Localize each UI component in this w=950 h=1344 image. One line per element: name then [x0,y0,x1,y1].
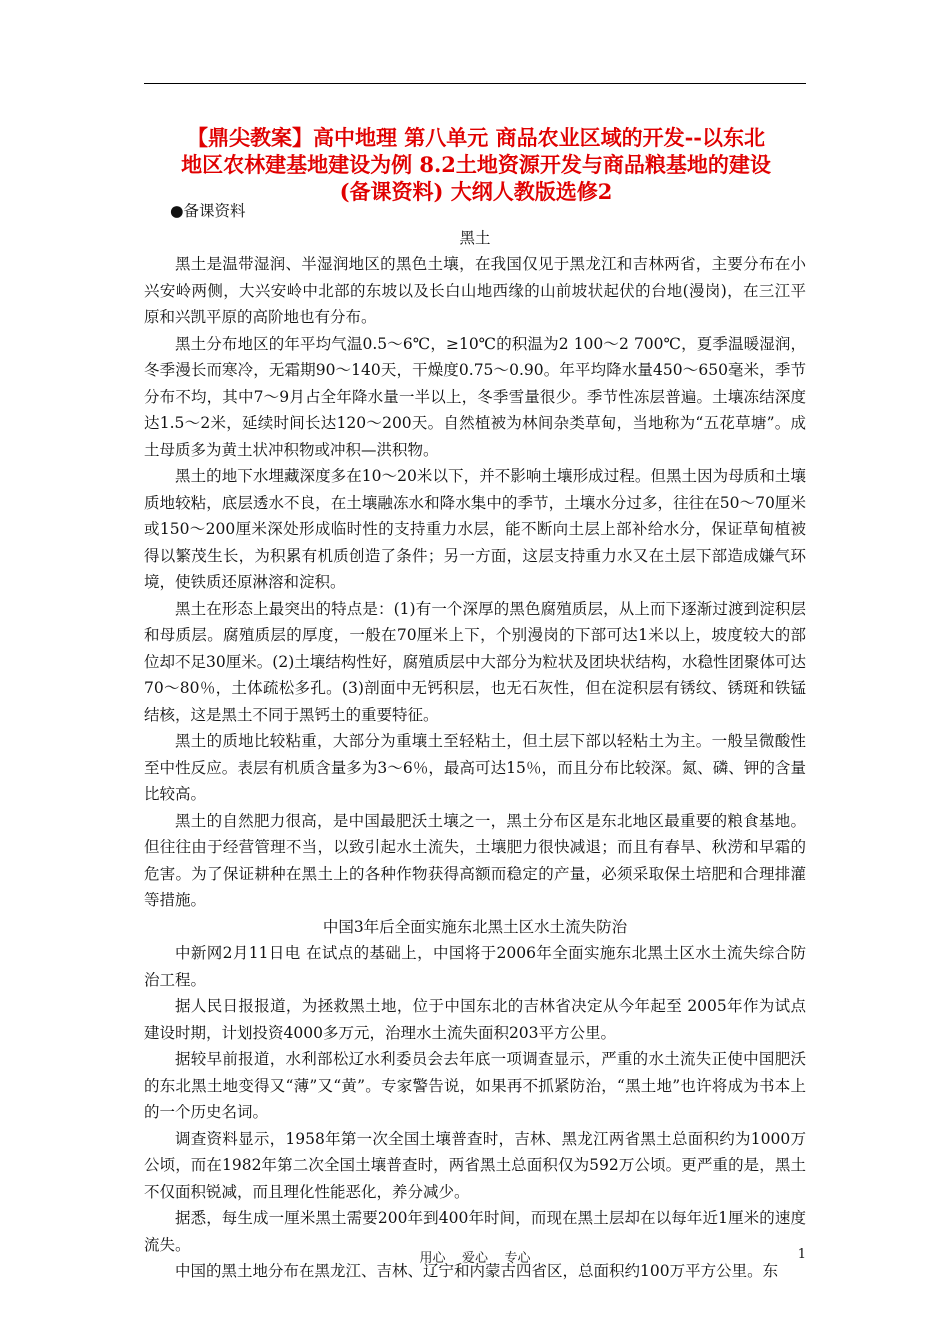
paragraph: 黑土的自然肥力很高，是中国最肥沃土壤之一，黑土分布区是东北地区最重要的粮食基地。但往往由于经营管理不当，以致引起水土流失，土壤肥力很快减退；而且有春旱、秋涝和早霜的危害。为了保证耕种在黑土上的各种作物获得高额而稳定的产量，必须采取保土培肥和合理排灌等措施。 [144,811,806,909]
paragraph: 黑土的地下水埋藏深度多在10～20米以下，并不影响土壤形成过程。但黑土因为母质和土壤质地较粘，底层透水不良，在土壤融冻水和降水集中的季节，土壤水分过多，往往在50～70厘米或150～200厘米深处形成临时性的支持重力水层，能不断向土层上部补给水分，保证草甸植被得以繁茂生长，为积累有机质创造了条件；另一方面，这层支持重力水又在土层下部造成嫌气环境，使铁质还原淋溶和淀积。 [144,467,806,591]
paragraph: 黑土分布地区的年平均气温0.5～6℃，≥10℃的积温为2 100～2 700℃，夏季温暖湿润，冬季漫长而寒冷，无霜期90～140天，干燥度0.75～0.90。年平均降水量450～650毫米，季节分布不均，其中7～9月占全年降水量一半以上，冬季雪量很少。季节性冻层普遍。土壤冻结深度达1.5～2米，延续时间长达120～200天。自然植被为林间杂类草甸，当地称为“五花草塘”。成土母质多为黄土状冲积物或冲积—洪积物。 [144,334,806,459]
paragraph: 据人民日报报道，为拯救黑土地，位于中国东北的吉林省决定从今年起至 2005年作为试点建设时期，计划投资4000多万元，治理水土流失面积203平方公里。 [144,997,806,1042]
section-title-black-soil: 黑土 [459,228,491,247]
paragraph: 黑土是温带湿润、半湿润地区的黑色土壤，在我国仅见于黑龙江和吉林两省，主要分布在小兴安岭两侧，大兴安岭中北部的东坡以及长白山地西缘的山前坡状起伏的台地(漫岗)，在三江平原和兴凯平原的高阶地也有分布。 [144,255,806,326]
title-line-1: 【鼎尖教案】高中地理 第八单元 商品农业区域的开发--以东北 [186,125,766,150]
bullet-heading: ●备课资料 [170,202,246,220]
paragraph: 黑土在形态上最突出的特点是：(1)有一个深厚的黑色腐殖质层，从上而下逐渐过渡到淀积层和母质层。腐殖质层的厚度，一般在70厘米上下，个别漫岗的下部可达1米以上，坡度较大的部位却不足30厘米。(2)土壤结构性好，腐殖质层中大部分为粒状及团块状结构，水稳性团聚体可达70～80％，土体疏松多孔。(3)剖面中无钙积层，也无石灰性，但在淀积层有锈纹、锈斑和铁锰结核，这是黑土不同于黑钙土的重要特征。 [144,599,806,724]
page-number: 1 [797,1247,806,1262]
title-line-2: 地区农林建基地建设为例 8.2土地资源开发与商品粮基地的建设 [181,152,771,177]
document-title [150,124,802,205]
paragraph: 调查资料显示，1958年第一次全国土壤普查时，吉林、黑龙江两省黑土总面积约为1000万公顷，而在1982年第二次全国土壤普查时，两省黑土总面积仅为592万公顷。更严重的是，黑土不仅面积锐减，而且理化性能恶化，养分减少。 [144,1129,806,1201]
header-rule [144,83,806,84]
paragraph: 中新网2月11日电 在试点的基础上，中国将于2006年全面实施东北黑土区水土流失综合防治工程。 [144,944,806,989]
section-title-erosion: 中国3年后全面实施东北黑土区水土流失防治 [322,917,628,936]
paragraph: 据悉，每生成一厘米黑土需要200年到400年时间，而现在黑土层却在以每年近1厘米的速度流失。 [144,1209,806,1254]
paragraph: 中国的黑土地分布在黑龙江、吉林、辽宁和内蒙古四省区，总面积约100万平方公里。东 [175,1262,779,1280]
paragraph: 据较早前报道，水利部松辽水利委员会去年底一项调查显示，严重的水土流失正使中国肥沃的东北黑土地变得又“薄”又“黄”。专家警告说，如果再不抓紧防治，“黑土地”也许将成为书本上的一个历史名词。 [144,1050,806,1121]
title-line-3: (备课资料) 大纲人教版选修2 [339,179,613,204]
footer-motto: 用心 爱心 专心 [419,1251,531,1266]
document-body [144,198,806,1285]
paragraph: 黑土的质地比较粘重，大部分为重壤土至轻粘土，但土层下部以轻粘土为主。一般呈微酸性至中性反应。表层有机质含量多为3～6％，最高可达15％，而且分布比较深。氮、磷、钾的含量比较高。 [144,732,806,803]
